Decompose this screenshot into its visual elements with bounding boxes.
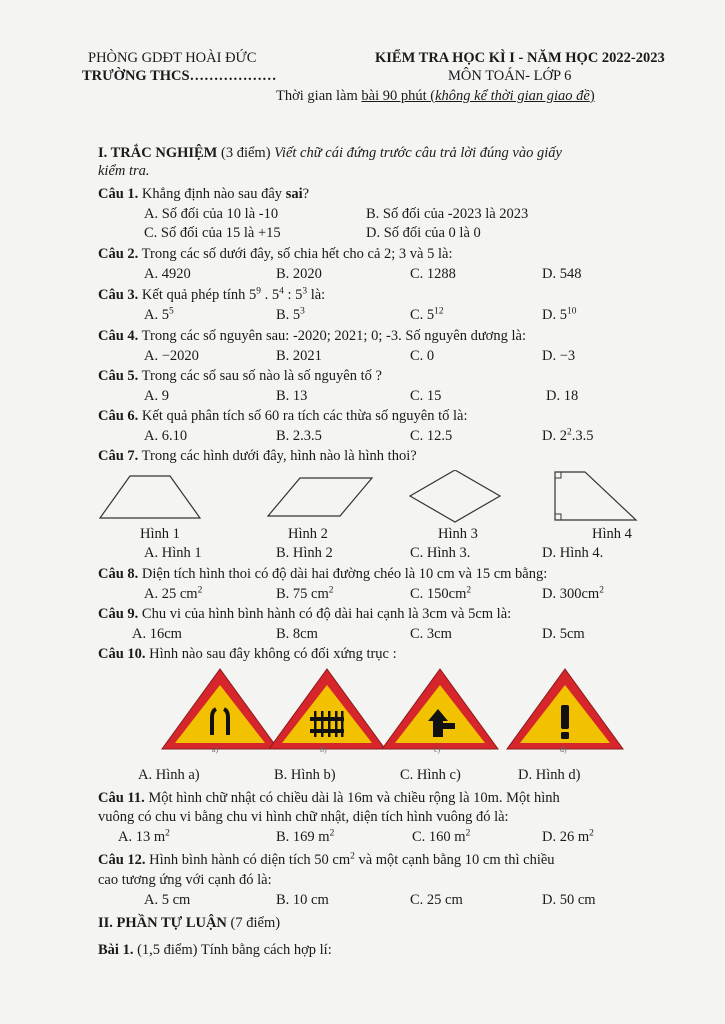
q3-option-a: A. $5^5$: [144, 306, 174, 323]
header-exam-title: KIỂM TRA HỌC KÌ I - NĂM HỌC 2022-2023: [375, 50, 665, 66]
q10-traffic-signs: [0, 665, 725, 765]
q12-option-b: B. 10 cm: [276, 892, 329, 908]
q12-option-a: A. 5 cm: [144, 892, 191, 908]
q7-option-d: D. Hình 4.: [542, 545, 604, 561]
q1-option-d: D. Số đối của 0 là 0: [366, 225, 481, 241]
question-11-cont: vuông có chu vi bằng chu vi hình chữ nhật, diện tích hình vuông đó là:: [98, 809, 509, 825]
question-1: Câu 1. Khẳng định nào sau đây sai?: [98, 186, 310, 202]
figure-1-trapezoid: [100, 476, 200, 518]
figure-3-rhombus: [410, 470, 500, 522]
sign-b-railroad-crossing-icon: [269, 669, 385, 749]
q4-option-d: D. −3: [542, 348, 576, 364]
figure-1-label: Hình 1: [140, 526, 180, 542]
question-6: Câu 6. Kết quả phân tích số 60 ra tích các thừa số nguyên tố là:: [98, 408, 468, 424]
question-12-cont: cao tương ứng với cạnh đó là:: [98, 872, 272, 888]
sign-d-label: d): [560, 745, 567, 754]
sign-a-label: a): [212, 745, 219, 754]
question-4: Câu 4. Trong các số nguyên sau: -2020; 2021; 0; -3. Số nguyên dương là:: [98, 328, 526, 344]
q3-option-b: B. $5^3$: [276, 306, 305, 323]
figure-2-label: Hình 2: [288, 526, 328, 542]
q7-option-b: B. Hình 2: [276, 545, 333, 561]
header-subject: MÔN TOÁN- LỚP 6: [448, 68, 572, 84]
question-5: Câu 5. Trong các số sau số nào là số nguyên tố ?: [98, 368, 382, 384]
q10-option-b: B. Hình b): [274, 767, 336, 783]
header-school-name: TRƯỜNG THCS………………: [82, 68, 277, 84]
q9-option-d: D. 5cm: [542, 626, 585, 642]
section1-heading: I. TRẮC NGHIỆM (3 điểm) Viết chữ cái đứng trước câu trả lời đúng vào giấy: [98, 145, 562, 161]
q12-option-c: C. 25 cm: [410, 892, 463, 908]
q11-option-d: D. 26 $m^2$: [542, 828, 594, 845]
q5-option-c: C. 15: [410, 388, 442, 404]
figure-2-parallelogram: [268, 478, 372, 516]
q10-option-d: D. Hình d): [518, 767, 581, 783]
question-12: Câu 12. Hình bình hành có diện tích 50 $cm^2$ và một cạnh bằng 10 cm thì chiều: [98, 851, 555, 868]
q3-option-d: D. $5^{10}$: [542, 306, 577, 323]
q3-option-c: C. $5^{12}$: [410, 306, 444, 323]
q6-option-c: C. 12.5: [410, 428, 453, 444]
q4-option-c: C. 0: [410, 348, 435, 364]
q4-option-b: B. 2021: [276, 348, 322, 364]
q2-option-a: A. 4920: [144, 266, 191, 282]
figure-3-label: Hình 3: [438, 526, 478, 542]
question-8: Câu 8. Diện tích hình thoi có độ dài hai đường chéo là 10 cm và 15 cm bằng:: [98, 566, 548, 582]
q8-option-c: C. $150cm^2$: [410, 585, 472, 602]
header-school-dept: PHÒNG GDĐT HOÀI ĐỨC: [88, 50, 257, 66]
q2-option-b: B. 2020: [276, 266, 322, 282]
question-3: Câu 3. Kết quả phép tính $5^9$ . $5^4$ : $5^3$ là:: [98, 286, 326, 303]
q7-option-a: A. Hình 1: [144, 545, 202, 561]
q8-option-b: B. 75 $cm^2$: [276, 585, 334, 602]
q4-option-a: A. −2020: [144, 348, 199, 364]
sign-b-label: b): [320, 745, 327, 754]
q6-option-d: D. $2^2.3.5$: [542, 427, 594, 444]
q6-option-b: B. 2.3.5: [276, 428, 322, 444]
sign-c-side-road-icon: [382, 669, 498, 749]
q5-option-d: D. 18: [546, 388, 579, 404]
question-7: Câu 7. Trong các hình dưới đây, hình nào là hình thoi?: [98, 448, 417, 464]
sign-d-warning-exclamation-icon: [507, 669, 623, 749]
figure-4-label: Hình 4: [592, 526, 632, 542]
q6-option-a: A. 6.10: [144, 428, 188, 444]
q11-option-c: C. 160 $m^2$: [412, 828, 471, 845]
q11-option-a: A. 13 $m^2$: [118, 828, 170, 845]
figure-4-right-angle-top: [555, 472, 561, 478]
q8-option-d: D. $300cm^2$: [542, 585, 604, 602]
question-11: Câu 11. Một hình chữ nhật có chiều dài là 16m và chiều rộng là 10m. Một hình: [98, 790, 560, 806]
q10-option-a: A. Hình a): [138, 767, 200, 783]
q1-option-a: A. Số đối của 10 là -10: [144, 206, 279, 222]
bai-1: Bài 1. (1,5 điểm) Tính bằng cách hợp lí:: [98, 942, 332, 958]
q7-option-c: C. Hình 3.: [410, 545, 471, 561]
section1-instruction-cont: kiểm tra.: [98, 163, 150, 179]
header-time: Thời gian làm bài 90 phút (không kể thời gian giao đề): [276, 88, 595, 104]
q8-option-a: A. 25 $cm^2$: [144, 585, 203, 602]
q11-option-b: B. 169 $m^2$: [276, 828, 335, 845]
q12-option-d: D. 50 cm: [542, 892, 596, 908]
section2-heading: II. PHẦN TỰ LUẬN (7 điểm): [98, 915, 281, 931]
q5-option-b: B. 13: [276, 388, 308, 404]
question-2: Câu 2. Trong các số dưới đây, số chia hết cho cả 2; 3 và 5 là:: [98, 246, 453, 262]
sign-c-label: c): [434, 745, 441, 754]
q9-option-c: C. 3cm: [410, 626, 452, 642]
figure-4-right-trapezoid: [555, 472, 636, 520]
q9-option-b: B. 8cm: [276, 626, 318, 642]
q5-option-a: A. 9: [144, 388, 169, 404]
q9-option-a: A. 16cm: [132, 626, 182, 642]
q1-option-c: C. Số đối của 15 là +15: [144, 225, 281, 241]
question-9: Câu 9. Chu vi của hình bình hành có độ dài hai cạnh là 3cm và 5cm là:: [98, 606, 512, 622]
q1-option-b: B. Số đối của -2023 là 2023: [366, 206, 529, 222]
q10-option-c: C. Hình c): [400, 767, 461, 783]
q2-option-d: D. 548: [542, 266, 582, 282]
q2-option-c: C. 1288: [410, 266, 456, 282]
question-10: Câu 10. Hình nào sau đây không có đối xứng trục :: [98, 646, 397, 662]
figure-4-right-angle-bottom: [555, 514, 561, 520]
sign-a-road-narrows-icon: [162, 669, 278, 749]
